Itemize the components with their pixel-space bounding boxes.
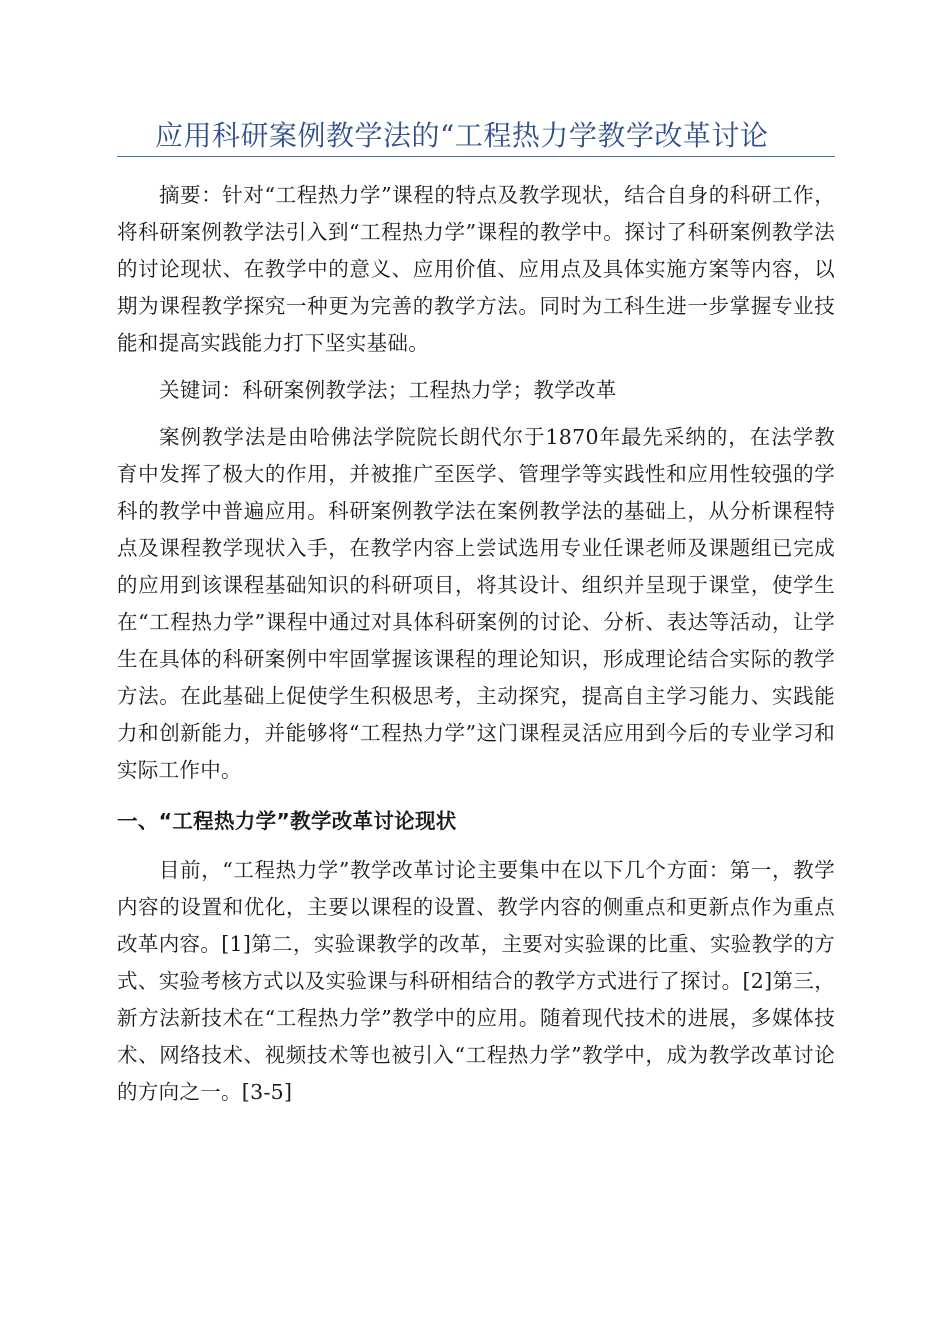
section-1-heading: 一、“工程热力学”教学改革讨论现状 (117, 809, 457, 833)
abstract-paragraph: 摘要：针对“工程热力学”课程的特点及教学现状，结合自身的科研工作，将科研案例教学法引入到“工程热力学”课程的教学中。探讨了科研案例教学法的讨论现状、在教学中的意义、应用价值、应用点及具体实施方案等内容，以期为课程教学探究一种更为完善的教学方法。同时为工科生进一步掌握专业技能和提高实践能力打下坚实基础。 (117, 183, 835, 355)
keywords-line: 关键词：科研案例教学法；工程热力学；教学改革 (159, 378, 617, 402)
section-1-paragraph: 目前，“工程热力学”教学改革讨论主要集中在以下几个方面：第一，教学内容的设置和优化，主要以课程的设置、教学内容的侧重点和更新点作为重点改革内容。[1]第二，实验课教学的改革，主要对实验课的比重、实验教学的方式、实验考核方式以及实验课与科研相结合的教学方式进行了探讨。[2]第三，新方法新技术在“工程热力学”教学中的应用。随着现代技术的进展，多媒体技术、网络技术、视频技术等也被引入“工程热力学”教学中，成为教学改革讨论的方向之一。[3-5] (117, 858, 835, 1104)
title-block (117, 108, 835, 157)
document-page (117, 108, 835, 1111)
intro-paragraph: 案例教学法是由哈佛法学院院长朗代尔于1870年最先采纳的，在法学教育中发挥了极大的作用，并被推广至医学、管理学等实践性和应用性较强的学科的教学中普遍应用。科研案例教学法在案例教学法的基础上，从分析课程特点及课程教学现状入手，在教学内容上尝试选用专业任课老师及课题组已完成的应用到该课程基础知识的科研项目，将其设计、组织并呈现于课堂，使学生在“工程热力学”课程中通过对具体科研案例的讨论、分析、表达等活动，让学生在具体的科研案例中牢固掌握该课程的理论知识，形成理论结合实际的教学方法。在此基础上促使学生积极思考，主动探究，提高自主学习能力、实践能力和创新能力，并能够将“工程热力学”这门课程灵活应用到今后的专业学习和实际工作中。 (117, 425, 835, 782)
document-title: 应用科研案例教学法的“工程热力学教学改革讨论 (155, 119, 769, 152)
